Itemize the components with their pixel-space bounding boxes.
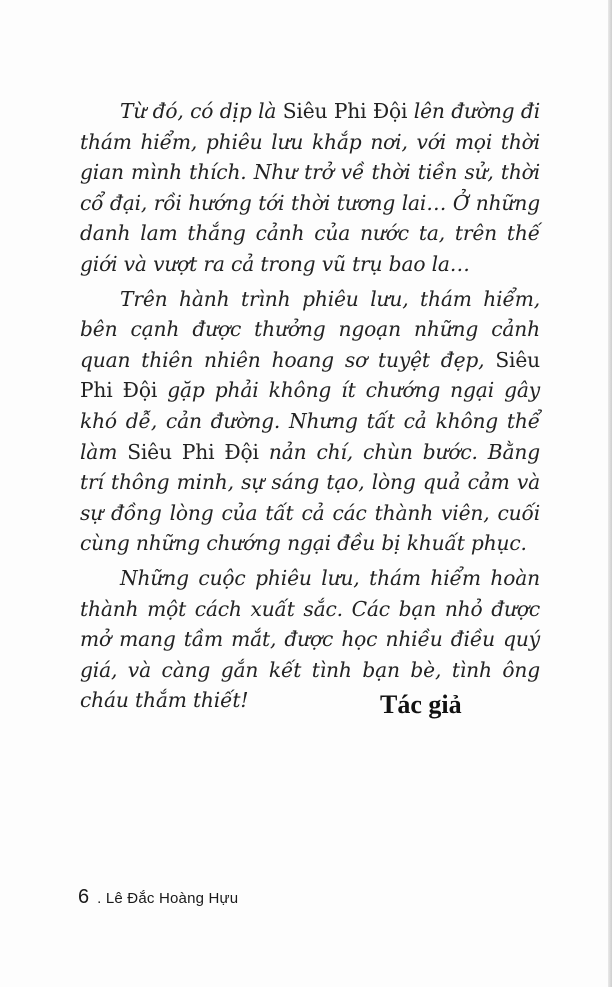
page-number: 6 — [78, 886, 90, 908]
paragraph-3 — [80, 563, 540, 716]
paragraph-1-text-2: lên đường đi thám hiểm, phiêu lưu khắp nơi, với mọi thời gian mình thích. Như trở về thời tiền sử, thời cổ đại, rồi hướng tới thời tương lai… Ở những danh lam thắng cảnh của nước ta, trên thế giới và vượt ra cả trong vũ trụ bao la… — [80, 99, 540, 276]
paragraph-2-text-2: gặp phải không ít chướng ngại gây khó dễ, cản đường. Nhưng tất cả không thể làm — [80, 378, 540, 464]
team-name: Siêu Phi Đội — [127, 439, 259, 464]
page-footer — [78, 886, 238, 909]
paragraph-2 — [80, 284, 540, 559]
paragraph-3-text-1: Những cuộc phiêu lưu, thám hiểm hoàn thành một cách xuất sắc. Các bạn nhỏ được mở mang tầm mắt, được học nhiều điều quý giá, và càng gắn kết tình bạn bè, tình ông cháu thắm thiết! — [80, 565, 540, 713]
author-signature: Tác giả — [380, 690, 462, 719]
team-name: Siêu Phi Đội — [80, 347, 540, 403]
paragraph-2-text-1: Trên hành trình phiêu lưu, thám hiểm, bên cạnh được thưởng ngoạn những cảnh quan thiên nhiên hoang sơ tuyệt đẹp, — [80, 286, 540, 372]
paragraph-1-text-1: Từ đó, có dịp là — [120, 99, 283, 123]
paragraph-1 — [80, 96, 540, 280]
paragraph-2-text-3: nản chí, chùn bước. Bằng trí thông minh, sự sáng tạo, lòng quả cảm và sự đồng lòng của tất cả các thành viên, cuối cùng những chướng ngại đều bị khuất phục. — [80, 439, 541, 556]
team-name: Siêu Phi Đội — [282, 99, 408, 123]
page-edge-shadow — [608, 0, 612, 987]
running-title: . Lê Đắc Hoàng Hựu — [97, 890, 239, 907]
body-text — [80, 96, 540, 716]
